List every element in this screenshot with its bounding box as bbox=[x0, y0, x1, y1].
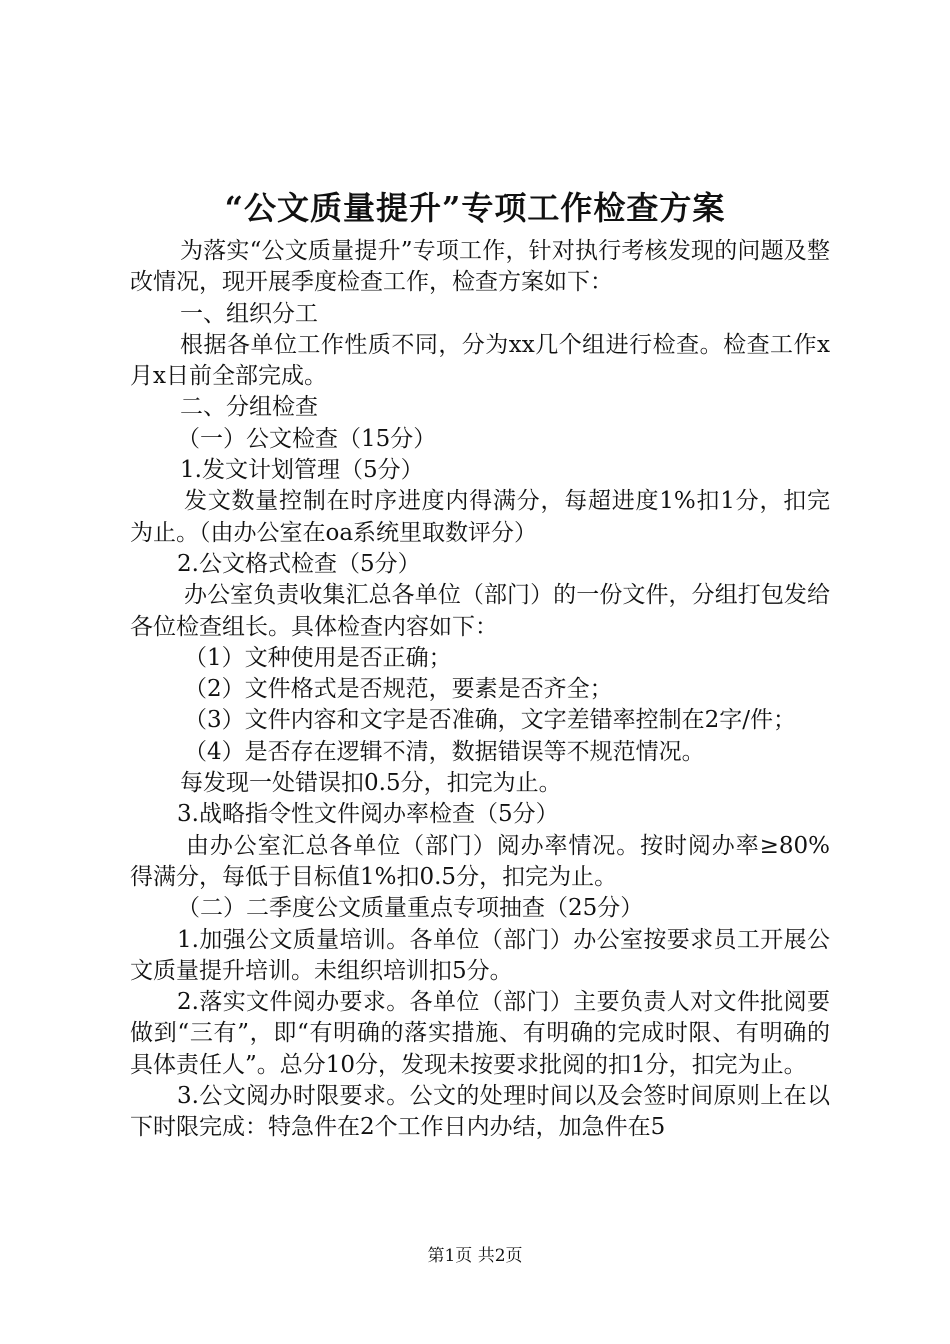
paragraph-sub2-item-1: 1.加强公文质量培训。各单位（部门）办公室按要求员工开展公文质量提升培训。未组织培训扣5分。 bbox=[130, 926, 830, 984]
heading-item-3: 3.战略指令性文件阅办率检查（5分） bbox=[177, 801, 559, 828]
paragraph-sub2-item-2: 2.落实文件阅办要求。各单位（部门）主要负责人对文件批阅要做到“三有”，即“有明确的落实措施、有明确的完成时限、有明确的具体责任人”。总分10分，发现未按要求批阅的扣1分，扣完为止。 bbox=[130, 989, 830, 1078]
paragraph-section-1: 根据各单位工作性质不同，分为xx几个组进行检查。检查工作x月x日前全部完成。 bbox=[130, 331, 830, 390]
list-item-check-3: （3）文件内容和文字是否准确，文字差错率控制在2字/件； bbox=[184, 707, 797, 734]
heading-item-1: 1.发文计划管理（5分） bbox=[180, 457, 424, 484]
list-item-check-1: （1）文种使用是否正确； bbox=[184, 644, 452, 671]
paragraph-item-1: 发文数量控制在时序进度内得满分，每超进度1%扣1分，扣完为止。（由办公室在oa系统里取数评分） bbox=[130, 488, 830, 546]
paragraph-sub2-item-3: 3.公文阅办时限要求。公文的处理时间以及会签时间原则上在以下时限完成：特急件在2个工作日内办结，加急件在5 bbox=[130, 1083, 830, 1141]
paragraph-intro: 为落实“公文质量提升”专项工作，针对执行考核发现的问题及整改情况，现开展季度检查工作，检查方案如下： bbox=[130, 238, 830, 296]
paragraph-item-3: 由办公室汇总各单位（部门）阅办率情况。按时阅办率≥80%得满分，每低于目标值1%扣0.5分，扣完为止。 bbox=[130, 832, 830, 890]
heading-section-2: 二、分组检查 bbox=[180, 394, 318, 421]
list-item-check-4: （4）是否存在逻辑不清，数据错误等不规范情况。 bbox=[184, 738, 705, 765]
document-title: “公文质量提升”专项工作检查方案 bbox=[224, 189, 726, 227]
paragraph-item-2: 办公室负责收集汇总各单位（部门）的一份文件，分组打包发给各位检查组长。具体检查内容如下： bbox=[130, 582, 830, 640]
paragraph-deduction-rule: 每发现一处错误扣0.5分，扣完为止。 bbox=[180, 770, 562, 797]
document-body bbox=[130, 236, 830, 1144]
page-number-label: 第1页 共2页 bbox=[427, 1246, 523, 1266]
heading-section-1: 一、组织分工 bbox=[180, 300, 318, 327]
heading-subsection-2: （二）二季度公文质量重点专项抽查（25分） bbox=[177, 895, 644, 922]
heading-item-2: 2.公文格式检查（5分） bbox=[177, 550, 421, 577]
page-footer bbox=[0, 1245, 950, 1267]
list-item-check-2: （2）文件格式是否规范，要素是否齐全； bbox=[184, 676, 613, 703]
heading-subsection-1: （一）公文检查（15分） bbox=[177, 425, 437, 452]
